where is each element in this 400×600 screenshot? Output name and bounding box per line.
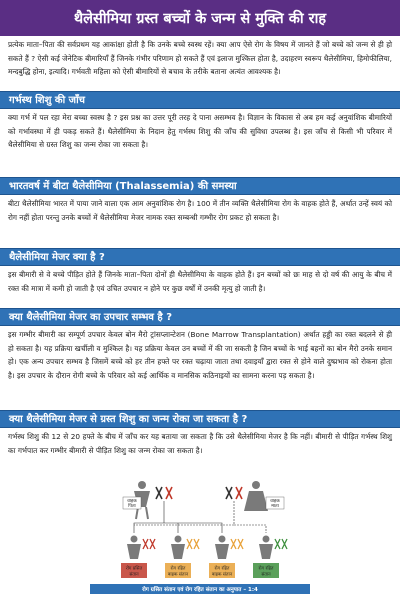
inheritance-svg (90, 477, 310, 594)
child-figure (215, 536, 229, 560)
mother-chromosome-icon (226, 487, 242, 499)
child-figure (171, 536, 185, 560)
child-chromosome-icon (187, 539, 199, 549)
child-sub-label: संतान (129, 572, 139, 578)
section-body-prevention: गर्भस्थ शिशु की 12 से 20 हफ्ते के बीच में जाँच कर यह बताया जा सकता है कि उसे थैलेसीमिया मेजर है कि नहीं। बीमारी से पीड़ित गर्भस्थ शिशु का गर्भपात कर गम्भीर बीमारी से पीड़ित शिशु का जन्म रोका जा सकता है। (8, 432, 392, 455)
inheritance-diagram (90, 477, 310, 594)
mother-label: वाहक (270, 499, 280, 504)
child-sub-label: वाहक संतान (211, 572, 233, 578)
child-sub-label: संतान (261, 572, 271, 578)
child-chromosome-icon (275, 539, 287, 549)
child-chromosome-icon (231, 539, 243, 549)
child-label: रोग रहित (258, 566, 274, 572)
section-heading-prevention: क्या थैलेसीमिया मेजर से ग्रस्त शिशु का जन्म रोका जा सकता है ? (0, 410, 400, 428)
father-chromosome-icon (156, 487, 172, 499)
child-figure (259, 536, 273, 560)
child-figure (127, 536, 141, 560)
children-group (121, 536, 287, 579)
section-body-treatment: इस गम्भीर बीमारी का सम्पूर्ण उपचार केवल बोन मैरो ट्रांसप्लान्टेशन (Bone Marrow Transplantation) अर्थात हड्डी का रक्त बदलने से ही हो सकता है। यह प्रक्रिया खर्चीली व मुश्किल है। यह प्रक्रिया केवल उन बच्चों में की जा सकती है जिन बच्चों के भाई बहनों का बोन मैरो उनके समान हो। एक अन्य उपचार सम्भव है जिसमें बच्चे को हर तीन हफ्ते पर रक्त चढ़ाया जाता तथा दवाइयाँ द्वारा रक्त से होने वाले दुष्प्रभाव को रोकना होता है। इस उपचार के दौरान रोगी बच्चे के परिवार को कई आर्थिक व मानसिक कठिनाइयों का सामना करना पड़ सकता है। (8, 330, 392, 380)
ratio-text: रोग ग्रसित संतान एवं रोग रहित संतान का अनुपात – 1:4 (142, 587, 258, 593)
child-chromosome-icon (143, 539, 155, 549)
section-heading-what-is-major: थैलेसीमिया मेजर क्या है ? (0, 248, 400, 266)
page-title: थैलेसीमिया ग्रस्त बच्चों के जन्म से मुक्ति की राह (0, 0, 400, 36)
section-heading-treatment: क्या थैलेसीमिया मेजर का उपचार सम्भव है ? (0, 308, 400, 326)
section-body-india-problem: बीटा थैलेसीमिया भारत में पाया जाने वाला एक आम अनुवांशिक रोग है। 100 में तीन व्यक्ति थैलेसीमिया रोग के वाहक होते हैं, अर्थात उन्हें स्वयं को रोग नहीं होता परन्तु उनके बच्चों में थैलेसीमिया मेजर नामक रक्त सम्बन्धी गम्भीर रोग प्रकट हो सकता है। (8, 199, 392, 222)
mother-sub-label: माता (271, 504, 279, 509)
section-body-fetal-test: क्या गर्भ में पल रहा मेरा बच्चा स्वस्थ है ? इस प्रश्न का उत्तर पूरी तरह दे पाना असम्भव है। विज्ञान के विकास से अब हम कई अनुवांशिक बीमारियों को गर्भावस्था में ही पकड़ सकते हैं। थैलेसीमिया के निदान हेतु गर्भस्थ शिशु की जाँच की सुविधा उपलब्ध है। इस जाँच से किसी भी परिवार में थैलेसीमिया से ग्रस्त शिशु का जन्म रोका जा सकता है। (8, 113, 392, 149)
father-sub-label: पिता (128, 504, 136, 509)
intro-paragraph: प्रत्येक माता–पिता की सर्वप्रथम यह आकांक्षा होती है कि उनके बच्चे स्वस्थ रहें। क्या आप ऐसे रोग के विषय में जानते हैं जो बच्चे को जन्म से ही हो सकते हैं ? ऐसी कई जेनेटिक बीमारियाँ हैं जिनके गंभीर परिणाम हो सकते हैं एवं इलाज मुश्किल होता है, उदाहरण स्वरूप थैलेसीमिया, हिमोफीलिया, मन्दबुद्धि होना, इत्यादि। गर्भवती महिला को ऐसी बीमारियों से बचाव के तरीके बताना अत्यंत आवश्यक है। (8, 40, 392, 76)
father-label: वाहक (127, 499, 137, 504)
child-sub-label: वाहक संतान (167, 572, 189, 578)
section-heading-india-problem: भारतवर्ष में बीटा थैलेसीमिया (Thalassemia) की समस्या (0, 177, 400, 195)
section-body-what-is-major: इस बीमारी से वे बच्चे पीड़ित होते हैं जिनके माता–पिता दोनों ही थैलेसीमिया के वाहक होते हैं। इन बच्चों को छः माह से दो वर्ष की आयु के बीच में रक्त की मात्रा में कमी हो जाती है एवं उचित उपचार न होने पर कुछ वर्षों में उनकी मृत्यु हो जाती है। (8, 270, 392, 293)
mother-figure (244, 481, 268, 511)
child-label: रोग रहित (214, 566, 230, 572)
child-label: रोग रहित (170, 566, 186, 572)
section-heading-fetal-test: गर्भस्थ शिशु की जाँच (0, 91, 400, 109)
child-label: रोग ग्रसित (125, 566, 143, 572)
